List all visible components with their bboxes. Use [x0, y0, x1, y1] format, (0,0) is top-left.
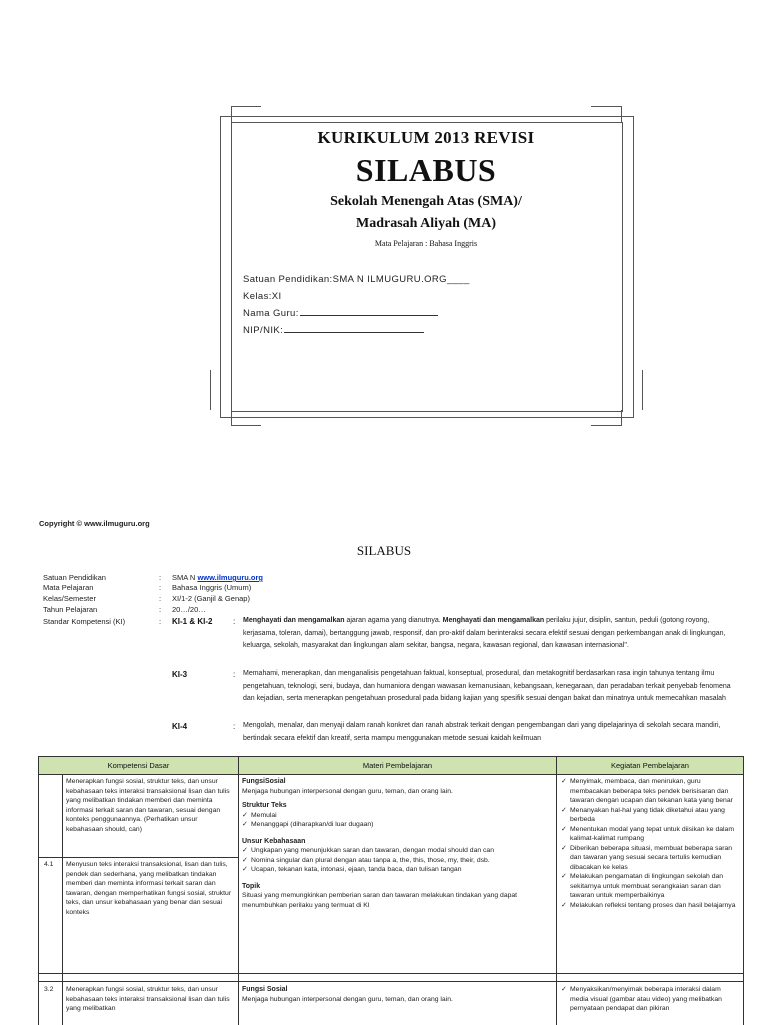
meta-colon: :: [159, 594, 162, 603]
cover-field-nip: NIP/NIK:: [243, 325, 424, 336]
meta-label: Tahun Pelajaran: [43, 605, 98, 614]
corner-tick: [231, 106, 232, 122]
ki-label: KI-1 & KI-2: [172, 617, 213, 626]
materi-list-item: ✓ Nomina singular dan plural dengan atau tanpa a, the, this, those, my, their, dsb.: [242, 856, 550, 866]
column-divider: [238, 757, 239, 1025]
cover-school-level: Sekolah Menengah Atas (SMA)/: [330, 194, 522, 209]
kegiatan-item: ✓ Melakukan pengamatan di lingkungan sekolah dan sekitarnya untuk membuat serangkaian saran dan tawaran untuk memperbaikinya: [561, 872, 739, 901]
ki-label: KI-3: [172, 670, 188, 679]
meta-colon: :: [159, 617, 162, 626]
materi-list-item: ✓ Ucapan, tekanan kata, intonasi, ejaan, tanda baca, dan tulisan tangan: [242, 865, 550, 875]
kegiatan-item: ✓ Menentukan modal yang tepat untuk diisikan ke dalam kalimat-kalimat rumpang: [561, 825, 739, 844]
kegiatan-item: ✓ Melakukan refleksi tentang proses dan hasil belajarnya: [561, 901, 739, 911]
materi-heading: Struktur Teks: [242, 802, 287, 809]
meta-label: Kelas/Semester: [43, 594, 96, 603]
corner-tick: [231, 106, 261, 107]
ki-text: Mengolah, menalar, dan menyaji dalam ranah konkret dan ranah abstrak terkait dengan pengembangan dari yang dipelajarinya di sekolah secara mandiri, bertindak secara efektif dan kreatif, serta mampu menggunakan metode sesuai kaidah keilmuan: [243, 722, 721, 742]
column-divider: [62, 775, 63, 1025]
materi-heading: FungsiSosial: [242, 778, 286, 785]
ki-label: KI-4: [172, 722, 188, 731]
kegiatan-item: ✓ Menyaksikan/menyimak beberapa interaksi dalam media visual (gambar atau video) yang melibatkan pernyataan pendapat dan pikiran: [561, 985, 739, 1014]
kegiatan-item: ✓ Diberikan beberapa situasi, membuat beberapa saran dan tawaran yang sesuai secara tertulis kemudian dibacakan ke kelas: [561, 844, 739, 873]
kd-text: Menerapkan fungsi sosial, struktur teks, dan unsur kebahasaan teks interaksi transaksional lisan dan tulis yang melibatkan tindakan memberi dan meminta informasi terkait saran dan tawaran, sesuai dengan konteks penggunaannya. (Perhatikan unsur kebahasaan should, can): [66, 778, 230, 833]
row-divider: [39, 981, 743, 982]
materi-list-item: ✓ Menanggapi (diharapkan/di luar dugaan): [242, 820, 550, 830]
corner-tick: [642, 370, 643, 410]
fill-line: [300, 314, 438, 316]
ki-text: Menghayati dan mengamalkan ajaran agama yang dianutnya. Menghayati dan mengamalkan perilaku jujur, disiplin, santun, peduli (gotong royong, kerjasama, toleran, damai), bertanggung jawab, responsif, dan pro-aktif dalam berinteraksi secara efektif sesuai dengan perkembangan anak di lingkungan, keluarga, sekolah, masyarakat dan lingkungan alam sekitar, bangsa, negara, kawasan regional, dan kawasan internasional".: [243, 617, 726, 649]
cover-field-teacher: Nama Guru:: [243, 308, 438, 319]
meta-value: Bahasa Inggris (Umum): [172, 583, 252, 592]
materi-cell: [242, 777, 550, 910]
kegiatan-item: ✓ Menanyakan hal-hal yang tidak diketahui atau yang berbeda: [561, 806, 739, 825]
ki-text: Memahami, menerapkan, dan menganalisis pengetahuan faktual, konseptual, prosedural, dan metakognitif berdasarkan rasa ingin tahunya tentang ilmu pengetahuan, teknologi, seni, budaya, dan humaniora dengan wawasan kemanusiaan, kebangsaan, kenegaraan, dan peradaban terkait penyebab fenomena dan kejadian, serta menerapkan pengetahuan prosedural pada bidang kajian yang spesifik sesuai dengan bakat dan minatnya untuk memecahkan masalah: [243, 670, 731, 702]
meta-value: 20…/20…: [172, 605, 206, 614]
column-divider: [556, 757, 557, 1025]
meta-colon: :: [159, 583, 162, 592]
corner-tick: [231, 410, 232, 426]
meta-value: SMA N www.ilmuguru.org: [172, 573, 263, 582]
kegiatan-cell: [561, 985, 739, 1014]
school-link[interactable]: www.ilmuguru.org: [197, 573, 263, 582]
corner-tick: [591, 425, 622, 426]
row-divider: [39, 857, 238, 858]
materi-heading: Unsur Kebahasaan: [242, 837, 306, 845]
materi-heading: Topik: [242, 882, 261, 890]
cover-school-level-2: Madrasah Aliyah (MA): [356, 216, 496, 231]
kd-text: Menerapkan fungsi sosial, struktur teks, dan unsur kebahasaan teks interaksi transaksional lisan dan tulis yang melibatkan: [66, 986, 230, 1012]
corner-tick: [621, 106, 622, 122]
kegiatan-item: ✓ Menyimak, membaca, dan menirukan, guru membacakan beberapa teks pendek berisisaran dan tawaran dengan ucapan dan tekanan kata yang benar: [561, 777, 739, 806]
copyright-text: Copyright © www.ilmuguru.org: [39, 519, 150, 528]
meta-label: Mata Pelajaran: [43, 583, 94, 592]
cover-subject: Mata Pelajaran : Bahasa Inggris: [374, 239, 478, 248]
meta-colon: :: [159, 605, 162, 614]
kegiatan-cell: [561, 777, 739, 910]
meta-value: XI/1-2 (Ganjil & Genap): [172, 594, 250, 603]
ki-colon: :: [233, 670, 236, 679]
cover-field-school: Satuan Pendidikan:SMA N ILMUGURU.ORG____: [243, 274, 470, 285]
meta-label: Satuan Pendidikan: [43, 573, 106, 582]
table-header-kd: Kompetensi Dasar: [39, 757, 238, 775]
page-title: SILABUS: [356, 543, 412, 558]
corner-tick: [231, 425, 261, 426]
materi-text: Menjaga hubungan interpersonal dengan guru, teman, dan orang lain.: [242, 995, 453, 1003]
cover-main-title: SILABUS: [355, 152, 497, 188]
corner-tick: [210, 370, 211, 410]
materi-list-item: ✓ Memulai: [242, 811, 550, 821]
kd-text: Menyusun teks interaksi transaksional, lisan dan tulis, pendek dan sederhana, yang melibatkan tindakan memberi dan meminta informasi terkait saran dan tawaran, dengan memperhatikan fungsi sosial, struktur teks, dan unsur kebahasaan yang benar dan sesuai konteks: [66, 861, 232, 916]
cover-field-class: Kelas:XI: [243, 291, 282, 302]
materi-text: Situasi yang memungkinkan pemberian saran dan tawaran melakukan tindakan yang dapat menumbuhkan perilaku yang termuat di KI: [242, 892, 518, 909]
materi-heading: Fungsi Sosial: [242, 986, 288, 993]
materi-text: Menjaga hubungan interpersonal dengan guru, teman, dan orang lain.: [242, 787, 453, 795]
meta-colon: :: [159, 573, 162, 582]
row-divider: [39, 973, 743, 974]
corner-tick: [591, 106, 622, 107]
meta-label: Standar Kompetensi (KI): [43, 617, 126, 626]
table-header-kegiatan: Kegiatan Pembelajaran: [557, 757, 743, 775]
ki-colon: :: [233, 722, 236, 731]
ki-colon: :: [233, 617, 236, 626]
materi-cell: [242, 985, 550, 1004]
materi-list-item: ✓ Ungkapan yang menunjukkan saran dan tawaran, dengan modal should dan can: [242, 846, 550, 856]
cover-curriculum-title: KURIKULUM 2013 REVISI: [317, 128, 535, 147]
table-header-materi: Materi Pembelajaran: [239, 757, 556, 775]
fill-line: [284, 331, 424, 333]
kd-number: 4.1: [44, 861, 54, 868]
kd-number: 3.2: [44, 986, 54, 993]
corner-tick: [621, 410, 622, 426]
syllabus-table: [38, 756, 744, 1025]
